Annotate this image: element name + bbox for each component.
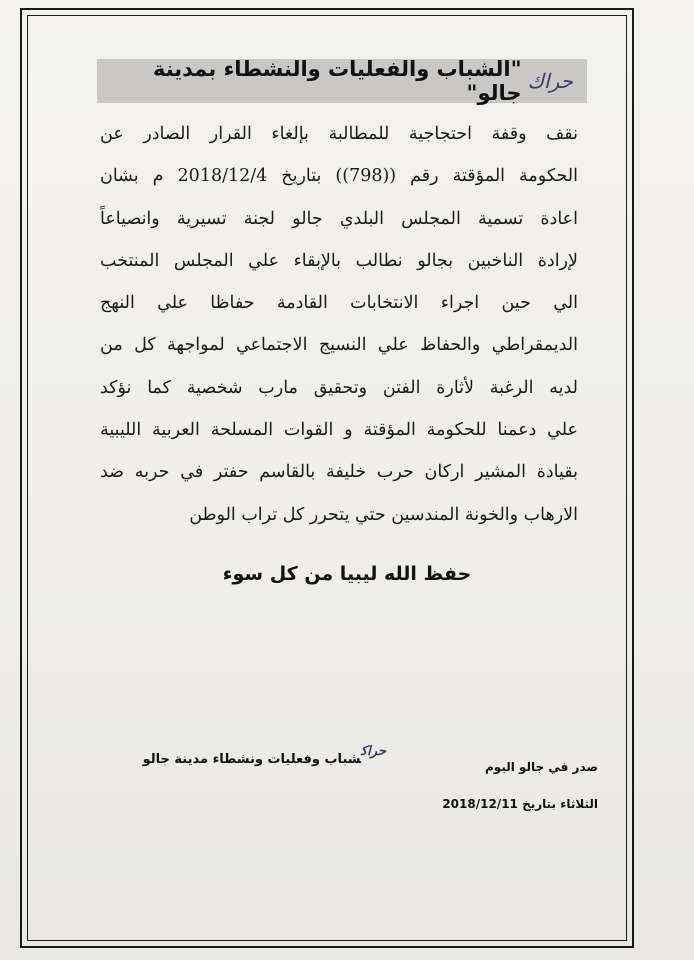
body-line: بقيادة المشير اركان حرب خليفة بالقاسم حفتر في حربه ضد: [100, 462, 578, 483]
handwritten-signature-prefix: حراك: [360, 744, 386, 759]
body-line: اعادة تسمية المجلس البلدي جالو لجنة تسيرية وانصياعاً: [100, 208, 578, 229]
body-line: علي دعمنا للحكومة المؤقتة و القوات المسلحة العربية الليبية: [100, 420, 578, 441]
body-line: الي حين اجراء الانتخابات القادمة حفاظا علي النهج: [100, 293, 578, 314]
body-line: الحكومة المؤقتة رقم ((798)) بتاريخ 2018/12/4 م بشان: [100, 166, 578, 187]
document-title: "الشباب والفعليات والنشطاء بمدينة جالو": [152, 57, 522, 105]
body-line: الديمقراطي والحفاظ علي النسيج الاجتماعي لمواجهة كل من: [100, 335, 578, 356]
closing-phrase: حفظ الله ليبيا من كل سوء: [222, 563, 472, 585]
signature-block: [142, 744, 386, 767]
issue-date: الثلاثاء بتاريخ 2018/12/11: [442, 797, 598, 811]
handwritten-title-prefix: حراك: [527, 69, 573, 93]
body-line: لإرادة الناخبين بجالو نطالب بالإبقاء علي المجلس المنتخب: [100, 250, 578, 271]
issued-location: صدر في جالو اليوم: [485, 760, 598, 774]
title-banner: [97, 59, 587, 103]
body-line: نقف وقفة احتجاجية للمطالبة بإلغاء القرار الصادر عن: [100, 124, 578, 144]
statement-body: [100, 113, 578, 536]
body-line: الارهاب والخونة المندسين حتي يتحرر كل تراب الوطن: [189, 504, 578, 525]
body-line: لديه الرغبة لأثارة الفتن وتحقيق مارب شخصية كما نؤكد: [100, 377, 578, 398]
signature-text: شباب وفعليات ونشطاء مدينة جالو: [142, 752, 361, 767]
